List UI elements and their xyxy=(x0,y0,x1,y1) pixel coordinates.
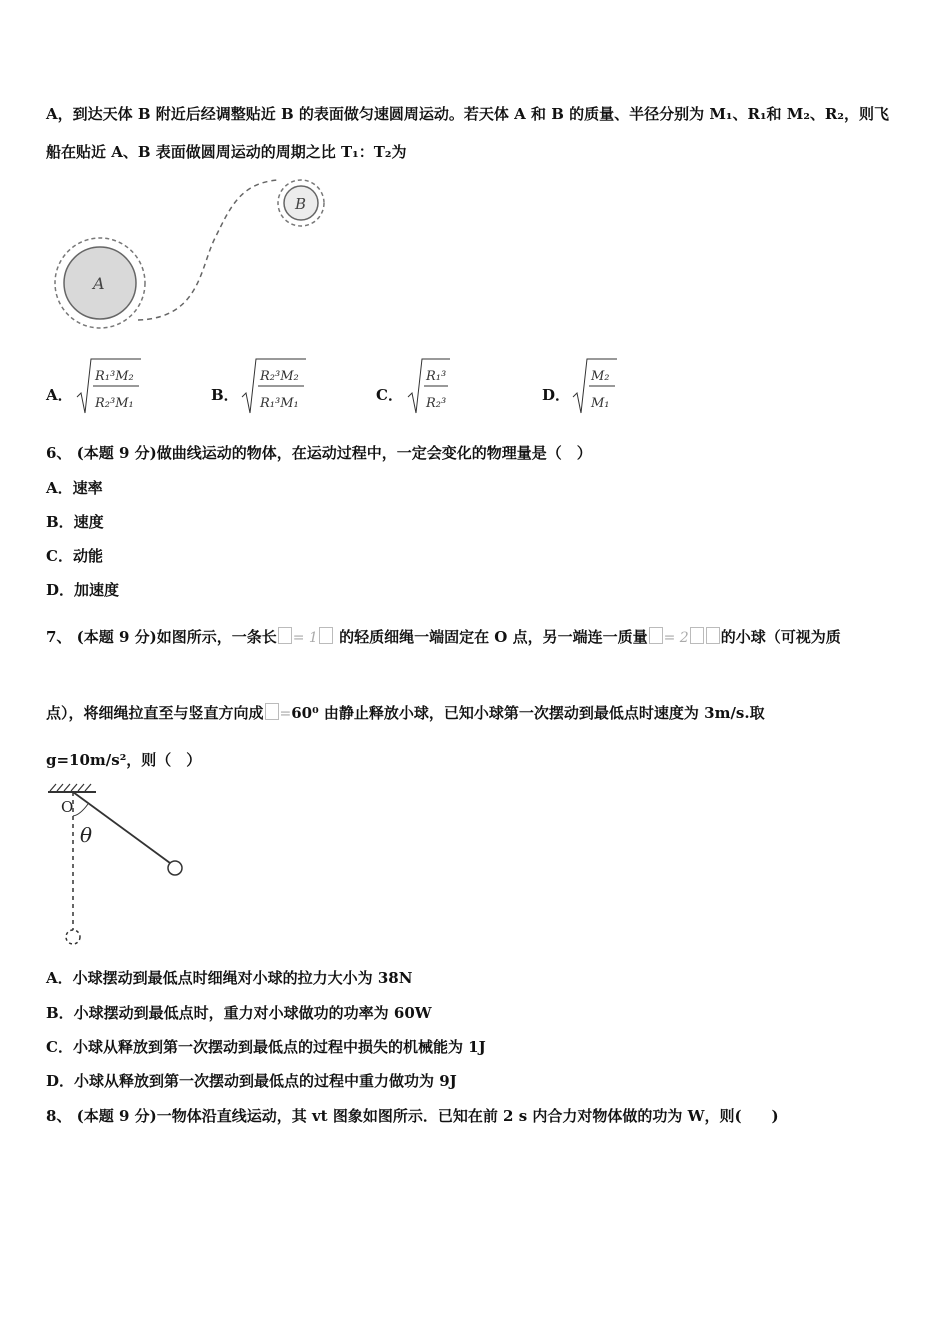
q6-stem: 6、 (本题 9 分)做曲线运动的物体，在运动过程中，一定会变化的物理量是（ ） xyxy=(46,444,592,462)
q5-option-b-formula[interactable] xyxy=(240,355,310,417)
q5-option-b-label[interactable]: B． xyxy=(211,386,239,404)
pivot-label: O xyxy=(61,798,74,816)
planet-a-label: A xyxy=(93,274,105,293)
q5-option-c-num: R₁³ xyxy=(426,369,447,384)
q5-option-c-den: R₂³ xyxy=(426,396,447,411)
q7-mass-ghost: = 2 xyxy=(663,630,689,646)
q7-line2-b: 60⁰ 由静止释放小球，已知小球第一次摆动到最低点时速度为 3m/s.取 xyxy=(291,704,765,722)
q7-angle-ghost: = xyxy=(279,706,292,722)
q5-option-c-formula[interactable] xyxy=(406,355,456,417)
missing-glyph-icon xyxy=(319,627,333,644)
q7-option-b[interactable]: B．小球摆动到最低点时，重力对小球做功的功率为 60W xyxy=(46,1004,432,1022)
q5-option-a-den: R₂³M₁ xyxy=(95,396,134,411)
q5-option-d-label[interactable]: D． xyxy=(542,386,571,404)
q7-stem-a: 7、 (本题 9 分)如图所示，一条长 xyxy=(46,628,277,646)
q8-stem: 8、 (本题 9 分)一物体沿直线运动，其 vt 图象如图所示．已知在前 2 s 内合力对物体做的功为 W，则( ) xyxy=(46,1107,779,1125)
pendulum-diagram xyxy=(44,782,194,950)
q5-option-a-num: R₁³M₂ xyxy=(95,369,134,384)
angle-label: θ xyxy=(80,823,93,847)
q5-option-d-num: M₂ xyxy=(591,369,610,384)
q7-option-c[interactable]: C．小球从释放到第一次摆动到最低点的过程中损失的机械能为 1J xyxy=(46,1038,486,1056)
q7-stem-line1 xyxy=(46,626,841,647)
angle-arc xyxy=(73,804,88,816)
q5-option-a-formula[interactable] xyxy=(75,355,145,417)
q5-option-d-formula[interactable] xyxy=(571,355,621,417)
q7-option-d[interactable]: D．小球从释放到第一次摆动到最低点的过程中重力做功为 9J xyxy=(46,1072,457,1090)
q7-option-a[interactable]: A．小球摆动到最低点时细绳对小球的拉力大小为 38N xyxy=(46,969,413,987)
q5-option-d-den: M₁ xyxy=(591,396,610,411)
q5-option-c-label[interactable]: C． xyxy=(376,386,403,404)
q6-option-b[interactable]: B．速度 xyxy=(46,513,104,531)
q5-option-b-num: R₂³M₂ xyxy=(260,369,299,384)
q7-stem-line3: g=10m/s²，则（ ） xyxy=(46,751,202,769)
q7-stem-b: 的轻质细绳一端固定在 O 点，另一端连一质量 xyxy=(339,628,648,646)
q7-stem-line2 xyxy=(46,702,765,723)
ceiling-hatch xyxy=(50,784,91,791)
ball xyxy=(168,861,182,875)
q5-option-a-label[interactable]: A． xyxy=(46,386,73,404)
q6-option-d[interactable]: D．加速度 xyxy=(46,581,120,599)
missing-glyph-icon xyxy=(265,703,279,720)
q5-stem-line1: A，到达天体 B 附近后经调整贴近 B 的表面做匀速圆周运动。若天体 A 和 B 的质量、半径分别为 M₁、R₁和 M₂、R₂，则飞 xyxy=(46,105,889,123)
missing-glyph-icon xyxy=(649,627,663,644)
q6-option-c[interactable]: C．动能 xyxy=(46,547,103,565)
q7-stem-c: 的小球（可视为质 xyxy=(720,628,841,646)
ball-lowest-position xyxy=(66,930,80,944)
q7-line2-a: 点），将细绳拉直至与竖直方向成 xyxy=(46,704,264,722)
missing-glyph-icon xyxy=(690,627,704,644)
missing-glyph-icon xyxy=(706,627,720,644)
q6-option-a[interactable]: A．速率 xyxy=(46,479,103,497)
q5-option-b-den: R₁³M₁ xyxy=(260,396,299,411)
q7-length-ghost: = 1 xyxy=(292,630,318,646)
orbit-diagram xyxy=(40,168,340,343)
q5-stem-line2: 船在贴近 A、B 表面做圆周运动的周期之比 T₁：T₂为 xyxy=(46,143,407,161)
transfer-trajectory xyxy=(138,180,278,320)
missing-glyph-icon xyxy=(278,627,292,644)
planet-b-label: B xyxy=(295,195,307,213)
